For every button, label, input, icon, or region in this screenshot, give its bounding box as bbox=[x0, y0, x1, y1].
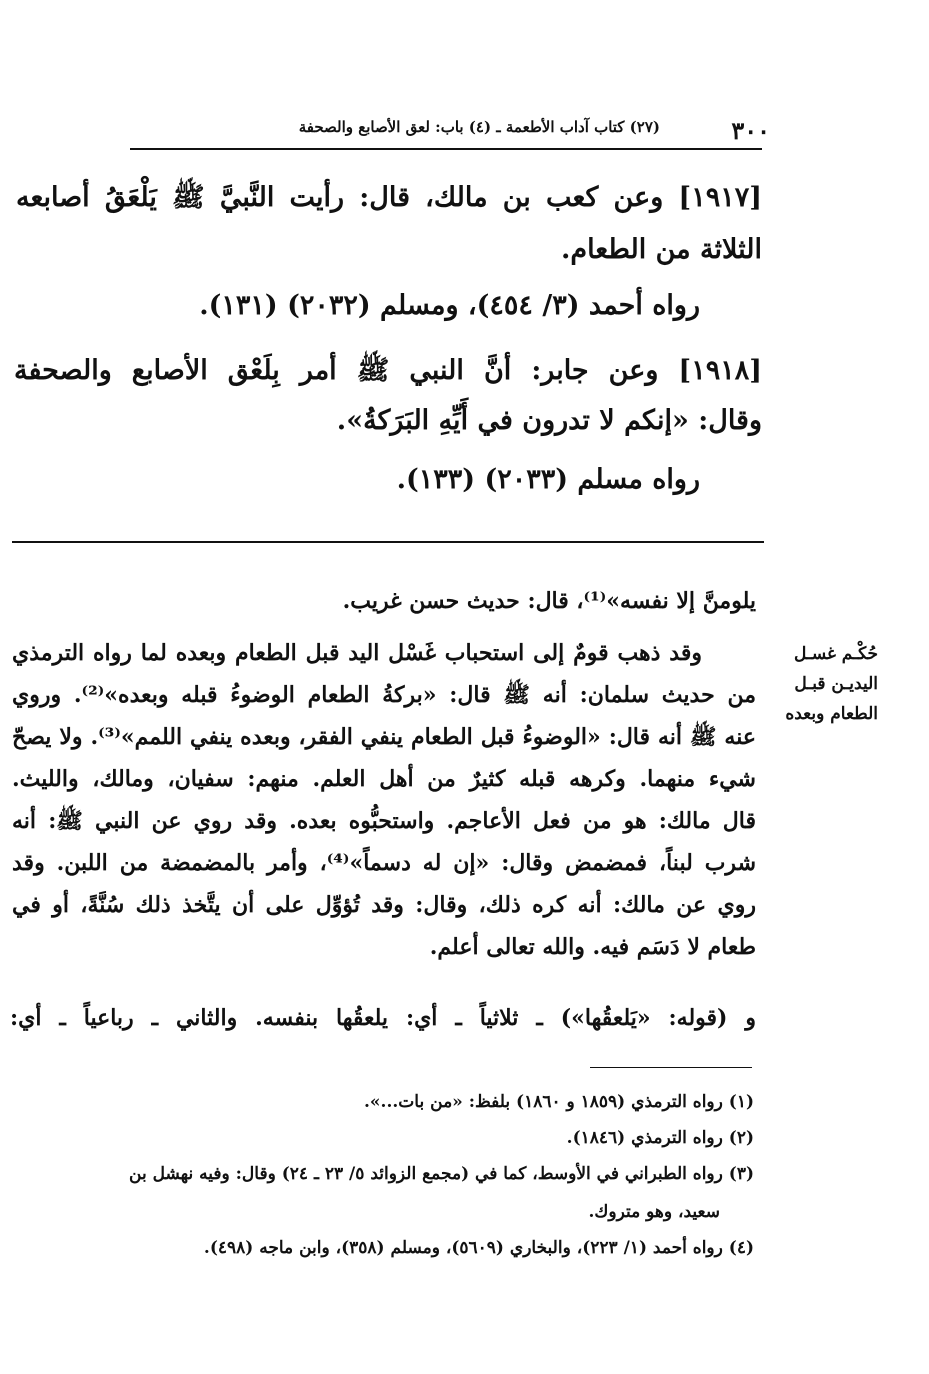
commentary-line-0: يلومنَّ إلا نفسه»⁽¹⁾، قال: حديث حسن غريب. bbox=[342, 588, 756, 614]
footnote-3-line-1: (٣) رواه الطبراني في الأوسط، كما في (مجمع الزوائد ٥/ ٢٣ ـ ٢٤) وقال: وفيه نهشل بن bbox=[129, 1164, 754, 1184]
header-rule bbox=[130, 148, 762, 150]
commentary-line-7: روي عن مالك: أنه كره ذلك، وقال: وقد تُؤوِّل على أن يتَّخذ ذلك سُنَّةً، أو في bbox=[12, 892, 756, 918]
side-heading-line-2: اليديـن قبـل bbox=[794, 674, 878, 694]
hadith-1918-line-1: [١٩١٨] وعن جابر: أنَّ النبي ﷺ أمر بِلَعْق الأصابع والصحفة bbox=[14, 355, 762, 386]
commentary-line-9: و (قوله: «يَلعقُها») ـ ثلاثياً ـ أي: يلعقُها بنفسه. والثاني ـ رباعياً ـ أي: bbox=[10, 1005, 756, 1031]
section-divider bbox=[12, 541, 764, 543]
footnote-1: (١) رواه الترمذي (١٨٥٩ و ١٨٦٠) بلفظ: «من بات...». bbox=[364, 1092, 754, 1112]
commentary-line-2: من حديث سلمان: أنه ﷺ قال: «بركةُ الطعام الوضوءُ قبله وبعده»⁽²⁾. وروي bbox=[12, 682, 756, 708]
footnote-rule bbox=[590, 1067, 752, 1068]
footnote-4: (٤) رواه أحمد (١/ ٢٢٣)، والبخاري (٥٦٠٩)، ومسلم (٣٥٨)، وابن ماجه (٤٩٨). bbox=[203, 1238, 754, 1258]
hadith-1917-source: رواه أحمد (٣/ ٤٥٤)، ومسلم (٢٠٣٢) (١٣١). bbox=[199, 290, 700, 321]
footnote-2: (٢) رواه الترمذي (١٨٤٦). bbox=[566, 1128, 754, 1148]
commentary-line-6: شرب لبناً، فمضمض وقال: «إن له دسماً»⁽⁴⁾، وأمر بالمضمضة من اللبن. وقد bbox=[12, 850, 757, 876]
commentary-line-4: شيء منهما. وكرهه قبله كثيرٌ من أهل العلم. منهم: سفيان، ومالك، والليث. bbox=[12, 766, 756, 792]
commentary-line-3: عنه ﷺ أنه قال: «الوضوءُ قبل الطعام ينفي الفقر، وبعده ينفي اللمم»⁽³⁾. ولا يصحّ bbox=[12, 724, 756, 750]
running-head: (٢٧) كتاب آداب الأطعمة ـ (٤) باب: لعق الأصابع والصحفة bbox=[298, 118, 660, 136]
hadith-1917-line-1: [١٩١٧] وعن كعب بن مالك، قال: رأيت النَّبيَّ ﷺ يَلْعَقُ أصابعه bbox=[16, 182, 762, 213]
commentary-line-5: قال مالك: هو من فعل الأعاجم. واستحبُّوه بعده. وقد روي عن النبي ﷺ: أنه bbox=[12, 808, 756, 834]
page-number: ٣٠٠ bbox=[731, 116, 770, 145]
hadith-1917-line-2: الثلاثة من الطعام. bbox=[560, 234, 762, 265]
commentary-line-8: طعام لا دَسَم فيه. والله تعالى أعلم. bbox=[429, 934, 756, 960]
footnote-3-line-2: سعيد، وهو متروك. bbox=[588, 1202, 720, 1222]
hadith-1918-line-2: وقال: «إنكم لا تدرون في أَيِّهِ البَرَكةُ». bbox=[336, 405, 762, 436]
side-heading-line-3: الطعام وبعده bbox=[785, 704, 878, 724]
hadith-1918-source: رواه مسلم (٢٠٣٣) (١٣٣). bbox=[396, 464, 700, 495]
side-heading-line-1: حُكْـم غسـل bbox=[793, 644, 878, 664]
commentary-line-1: وقد ذهب قومٌ إلى استحباب غَسْل اليد قبل الطعام وبعده لما رواه الترمذي bbox=[12, 640, 702, 666]
